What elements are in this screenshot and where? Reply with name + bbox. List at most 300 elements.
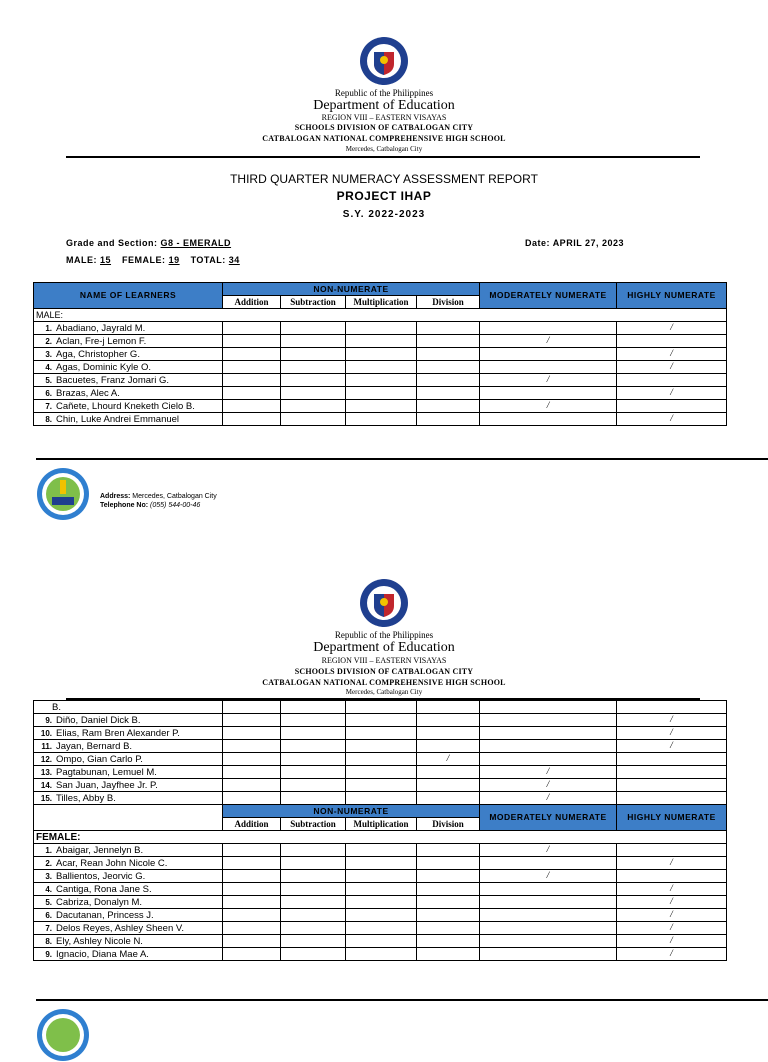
highly-cell bbox=[617, 857, 727, 870]
subtraction-header: Subtraction bbox=[281, 296, 346, 309]
multiplication-cell bbox=[346, 870, 417, 883]
project-title: PROJECT IHAP bbox=[336, 189, 432, 203]
moderately-cell bbox=[480, 779, 617, 792]
subtraction-cell bbox=[281, 348, 346, 361]
addition-cell bbox=[223, 935, 281, 948]
highly-cell bbox=[617, 322, 727, 335]
division-cell bbox=[417, 948, 480, 961]
division-line: SCHOOLS DIVISION OF CATBALOGAN CITY bbox=[294, 123, 474, 132]
subtraction-cell bbox=[281, 844, 346, 857]
addition-cell bbox=[223, 779, 281, 792]
moderately-header: MODERATELY NUMERATE bbox=[480, 283, 617, 309]
moderately-cell bbox=[480, 727, 617, 740]
check-mark: / bbox=[546, 400, 550, 411]
learner-name-cell bbox=[34, 753, 223, 766]
table-row bbox=[34, 335, 727, 348]
learner-name: Brazas, Alec A. bbox=[56, 387, 120, 399]
table-row bbox=[34, 896, 727, 909]
female-count-value: 19 bbox=[168, 255, 180, 265]
subtraction-cell bbox=[281, 400, 346, 413]
check-mark: / bbox=[670, 948, 673, 959]
highly-cell bbox=[617, 714, 727, 727]
subtraction-cell bbox=[281, 857, 346, 870]
highly-cell bbox=[617, 413, 727, 426]
moderately-cell bbox=[480, 766, 617, 779]
male-count-label: MALE: bbox=[66, 255, 97, 265]
subtraction-cell bbox=[281, 792, 346, 805]
table-row bbox=[34, 374, 727, 387]
grade-section-row bbox=[66, 238, 243, 248]
learner-number: 5. bbox=[45, 375, 52, 385]
division-cell bbox=[417, 870, 480, 883]
multiplication-cell bbox=[346, 753, 417, 766]
learner-name: Bacuetes, Franz Jomari G. bbox=[56, 374, 169, 386]
moderately-cell bbox=[480, 400, 617, 413]
addition-cell bbox=[223, 792, 281, 805]
total-count-label: TOTAL: bbox=[190, 255, 226, 265]
department-title: Department of Education bbox=[313, 98, 455, 113]
learner-number: 14. bbox=[40, 780, 52, 790]
learner-name-cell bbox=[34, 779, 223, 792]
table-row bbox=[34, 948, 727, 961]
learner-name-cell bbox=[34, 361, 223, 374]
learner-name: Ely, Ashley Nicole N. bbox=[56, 935, 143, 947]
division-cell bbox=[417, 413, 480, 426]
learner-name-cell bbox=[34, 387, 223, 400]
moderately-cell bbox=[480, 870, 617, 883]
table-row bbox=[34, 883, 727, 896]
check-mark: / bbox=[546, 779, 550, 790]
division-cell bbox=[417, 335, 480, 348]
learner-name: Agas, Dominic Kyle O. bbox=[56, 361, 152, 373]
check-mark: / bbox=[670, 909, 673, 920]
multiplication-cell bbox=[346, 922, 417, 935]
moderately-cell bbox=[480, 909, 617, 922]
moderately-cell bbox=[480, 387, 617, 400]
subtraction-cell bbox=[281, 753, 346, 766]
multiplication-cell bbox=[346, 857, 417, 870]
highly-cell bbox=[617, 361, 727, 374]
learner-name: Delos Reyes, Ashley Sheen V. bbox=[56, 922, 184, 934]
multiplication-cell bbox=[346, 766, 417, 779]
date-value: APRIL 27, 2023 bbox=[552, 238, 625, 248]
multiplication-cell bbox=[346, 740, 417, 753]
female-group-label: FEMALE: bbox=[34, 831, 727, 844]
division-line: SCHOOLS DIVISION OF CATBALOGAN CITY bbox=[294, 667, 474, 676]
addition-header: Addition bbox=[223, 296, 281, 309]
check-mark: / bbox=[670, 322, 673, 333]
learner-name: Ignacio, Diana Mae A. bbox=[56, 948, 149, 960]
moderately-cell bbox=[480, 348, 617, 361]
learner-name: Chin, Luke Andrei Emmanuel bbox=[56, 413, 180, 425]
multiplication-cell bbox=[346, 896, 417, 909]
learner-name-cell bbox=[34, 844, 223, 857]
learners-table-page2 bbox=[33, 700, 727, 961]
learner-name: Abaigar, Jennelyn B. bbox=[56, 844, 144, 856]
table-row bbox=[34, 779, 727, 792]
division-cell bbox=[417, 896, 480, 909]
female-count-label: FEMALE: bbox=[122, 255, 166, 265]
deped-seal-icon bbox=[359, 36, 409, 86]
moderately-cell bbox=[480, 844, 617, 857]
learner-name-cell bbox=[34, 727, 223, 740]
learner-number: 4. bbox=[45, 884, 52, 894]
addition-cell bbox=[223, 844, 281, 857]
learner-name-cell bbox=[34, 922, 223, 935]
learner-number: 2. bbox=[45, 336, 52, 346]
division-cell bbox=[417, 727, 480, 740]
page2-female-rows bbox=[34, 844, 727, 961]
learner-name-cell bbox=[34, 740, 223, 753]
learner-number: 3. bbox=[45, 871, 52, 881]
learner-name: Tilles, Abby B. bbox=[56, 792, 116, 804]
addition-cell bbox=[223, 374, 281, 387]
addition-cell bbox=[223, 753, 281, 766]
table-row bbox=[34, 740, 727, 753]
learner-number: 1. bbox=[45, 323, 52, 333]
multiplication-cell bbox=[346, 400, 417, 413]
multiplication-cell bbox=[346, 844, 417, 857]
multiplication-cell bbox=[346, 348, 417, 361]
name-column-header: NAME OF LEARNERS bbox=[34, 283, 223, 309]
location-line: Mercedes, Catbalogan City bbox=[345, 145, 423, 153]
department-title: Department of Education bbox=[313, 640, 455, 655]
table-row bbox=[34, 361, 727, 374]
highly-cell bbox=[617, 753, 727, 766]
subtraction-cell bbox=[281, 374, 346, 387]
addition-cell bbox=[223, 948, 281, 961]
subtraction-cell bbox=[281, 714, 346, 727]
addition-cell bbox=[223, 400, 281, 413]
addition-cell bbox=[223, 740, 281, 753]
count-row bbox=[66, 255, 270, 265]
subtraction-cell bbox=[281, 361, 346, 374]
addition-cell bbox=[223, 387, 281, 400]
addition-cell bbox=[223, 322, 281, 335]
multiplication-header: Multiplication bbox=[346, 296, 417, 309]
moderately-header: MODERATELY NUMERATE bbox=[480, 805, 617, 831]
learner-number: 5. bbox=[45, 897, 52, 907]
division-cell bbox=[417, 935, 480, 948]
division-cell bbox=[417, 348, 480, 361]
learner-number: 2. bbox=[45, 858, 52, 868]
highly-cell bbox=[617, 740, 727, 753]
moderately-cell bbox=[480, 857, 617, 870]
learner-name-cell bbox=[34, 322, 223, 335]
moderately-cell bbox=[480, 948, 617, 961]
multiplication-cell bbox=[346, 374, 417, 387]
republic-line: Republic of the Philippines bbox=[334, 88, 434, 98]
learner-name-cell bbox=[34, 883, 223, 896]
check-mark: / bbox=[670, 361, 673, 372]
multiplication-cell bbox=[346, 387, 417, 400]
learner-number: 6. bbox=[45, 910, 52, 920]
division-cell bbox=[417, 922, 480, 935]
addition-cell bbox=[223, 922, 281, 935]
highly-cell bbox=[617, 387, 727, 400]
date-label: Date: bbox=[525, 238, 551, 248]
division-cell bbox=[417, 753, 480, 766]
addition-cell bbox=[223, 413, 281, 426]
check-mark: / bbox=[670, 896, 673, 907]
moderately-cell bbox=[480, 374, 617, 387]
table-row bbox=[34, 922, 727, 935]
learner-name: Ompo, Gian Carlo P. bbox=[56, 753, 143, 765]
multiplication-cell bbox=[346, 727, 417, 740]
highly-header: HIGHLY NUMERATE bbox=[617, 283, 727, 309]
learner-name: Dacutanan, Princess J. bbox=[56, 909, 154, 921]
learner-name-cell bbox=[34, 400, 223, 413]
learner-number: 1. bbox=[45, 845, 52, 855]
highly-cell bbox=[617, 374, 727, 387]
table-row bbox=[34, 400, 727, 413]
highly-cell bbox=[617, 909, 727, 922]
addition-cell bbox=[223, 335, 281, 348]
check-mark: / bbox=[670, 883, 673, 894]
footer-address-block bbox=[100, 492, 217, 510]
learner-name-cell bbox=[34, 896, 223, 909]
moderately-cell bbox=[480, 740, 617, 753]
table-row bbox=[34, 387, 727, 400]
telephone-value: (055) 544-00-46 bbox=[150, 502, 201, 509]
learner-number: 8. bbox=[45, 936, 52, 946]
moderately-cell bbox=[480, 413, 617, 426]
table-row bbox=[34, 727, 727, 740]
learner-name-cell bbox=[34, 792, 223, 805]
table-row bbox=[34, 348, 727, 361]
moderately-cell bbox=[480, 896, 617, 909]
learner-name-cell bbox=[34, 374, 223, 387]
learner-name: Jayan, Bernard B. bbox=[56, 740, 133, 752]
learner-name-cell bbox=[34, 714, 223, 727]
subtraction-cell bbox=[281, 740, 346, 753]
table-row bbox=[34, 792, 727, 805]
moderately-cell bbox=[480, 714, 617, 727]
location-line: Mercedes, Catbalogan City bbox=[345, 688, 423, 696]
republic-line: Republic of the Philippines bbox=[334, 630, 434, 640]
subtraction-cell bbox=[281, 779, 346, 792]
highly-cell bbox=[617, 335, 727, 348]
learner-name: Acar, Rean John Nicole C. bbox=[56, 857, 168, 869]
learner-name-cell bbox=[34, 348, 223, 361]
table-row bbox=[34, 714, 727, 727]
learner-name-cell bbox=[34, 909, 223, 922]
addition-cell bbox=[223, 727, 281, 740]
highly-header: HIGHLY NUMERATE bbox=[617, 805, 727, 831]
deped-seal-icon bbox=[359, 578, 409, 628]
school-logo-icon bbox=[36, 1008, 90, 1062]
moderately-cell bbox=[480, 922, 617, 935]
division-cell bbox=[417, 361, 480, 374]
division-cell bbox=[417, 909, 480, 922]
subtraction-cell bbox=[281, 922, 346, 935]
highly-cell bbox=[617, 935, 727, 948]
date-row bbox=[525, 238, 624, 248]
check-mark: / bbox=[670, 857, 673, 868]
check-mark: / bbox=[670, 348, 673, 359]
moderately-cell bbox=[480, 361, 617, 374]
learner-number: 7. bbox=[45, 923, 52, 933]
table-row bbox=[34, 753, 727, 766]
learner-name-cell bbox=[34, 335, 223, 348]
check-mark: / bbox=[546, 792, 550, 803]
highly-cell bbox=[617, 400, 727, 413]
learner-name: Aga, Christopher G. bbox=[56, 348, 140, 360]
division-header: Division bbox=[417, 296, 480, 309]
continuation-cell: B. bbox=[34, 701, 223, 714]
region-line: REGION VIII – EASTERN VISAYAS bbox=[321, 656, 447, 665]
learner-name: Pagtabunan, Lemuel M. bbox=[56, 766, 157, 778]
highly-cell bbox=[617, 727, 727, 740]
learner-name: San Juan, Jayfhee Jr. P. bbox=[56, 779, 158, 791]
addition-cell bbox=[223, 714, 281, 727]
multiplication-cell bbox=[346, 948, 417, 961]
learner-number: 9. bbox=[45, 949, 52, 959]
addition-cell bbox=[223, 883, 281, 896]
male-count-value: 15 bbox=[100, 255, 112, 265]
check-mark: / bbox=[670, 714, 673, 725]
male-group-label: MALE: bbox=[34, 309, 727, 322]
check-mark: / bbox=[670, 922, 673, 933]
division-header: Division bbox=[417, 818, 480, 831]
school-line: CATBALOGAN NATIONAL COMPREHENSIVE HIGH SCHOOL bbox=[262, 134, 506, 143]
moderately-cell bbox=[480, 935, 617, 948]
moderately-cell bbox=[480, 883, 617, 896]
learner-name: Aclan, Fre-j Lemon F. bbox=[56, 335, 147, 347]
highly-cell bbox=[617, 948, 727, 961]
header-divider bbox=[66, 156, 700, 158]
check-mark: / bbox=[446, 753, 450, 764]
learner-name: Cabriza, Donalyn M. bbox=[56, 896, 143, 908]
multiplication-cell bbox=[346, 792, 417, 805]
learner-number: 6. bbox=[45, 388, 52, 398]
school-line: CATBALOGAN NATIONAL COMPREHENSIVE HIGH SCHOOL bbox=[262, 678, 506, 687]
multiplication-cell bbox=[346, 779, 417, 792]
subtraction-cell bbox=[281, 948, 346, 961]
blank-header-cell bbox=[34, 805, 223, 831]
moderately-cell bbox=[480, 753, 617, 766]
subtraction-cell bbox=[281, 387, 346, 400]
learner-number: 11. bbox=[41, 741, 52, 751]
division-cell bbox=[417, 374, 480, 387]
addition-cell bbox=[223, 766, 281, 779]
check-mark: / bbox=[670, 413, 673, 424]
division-cell bbox=[417, 766, 480, 779]
subtraction-cell bbox=[281, 413, 346, 426]
subtraction-cell bbox=[281, 909, 346, 922]
multiplication-cell bbox=[346, 322, 417, 335]
table-row bbox=[34, 322, 727, 335]
check-mark: / bbox=[670, 387, 673, 398]
learner-name-cell bbox=[34, 413, 223, 426]
check-mark: / bbox=[546, 335, 550, 346]
school-logo-icon bbox=[36, 467, 90, 521]
subtraction-cell bbox=[281, 870, 346, 883]
highly-cell bbox=[617, 348, 727, 361]
table-row bbox=[34, 844, 727, 857]
multiplication-cell bbox=[346, 413, 417, 426]
highly-cell bbox=[617, 779, 727, 792]
address-label: Address: bbox=[100, 493, 131, 500]
highly-cell bbox=[617, 792, 727, 805]
multiplication-cell bbox=[346, 714, 417, 727]
division-cell bbox=[417, 857, 480, 870]
subtraction-cell bbox=[281, 766, 346, 779]
addition-cell bbox=[223, 361, 281, 374]
learner-number: 15. bbox=[40, 793, 52, 803]
check-mark: / bbox=[546, 844, 550, 855]
subtraction-cell bbox=[281, 883, 346, 896]
table-row bbox=[34, 857, 727, 870]
table-row bbox=[34, 935, 727, 948]
check-mark: / bbox=[546, 374, 550, 385]
learner-name-cell bbox=[34, 935, 223, 948]
telephone-label: Telephone No: bbox=[100, 502, 149, 509]
division-cell bbox=[417, 792, 480, 805]
division-cell bbox=[417, 844, 480, 857]
highly-cell bbox=[617, 922, 727, 935]
subtraction-cell bbox=[281, 935, 346, 948]
multiplication-cell bbox=[346, 335, 417, 348]
school-year: S.Y. 2022-2023 bbox=[342, 209, 426, 220]
page2-male-rows bbox=[34, 714, 727, 805]
addition-cell bbox=[223, 857, 281, 870]
learner-number: 10. bbox=[40, 728, 52, 738]
check-mark: / bbox=[546, 870, 550, 881]
highly-cell bbox=[617, 870, 727, 883]
learner-number: 9. bbox=[45, 715, 52, 725]
moderately-cell bbox=[480, 322, 617, 335]
multiplication-header: Multiplication bbox=[346, 818, 417, 831]
table-row bbox=[34, 701, 727, 714]
page1-footer-divider bbox=[36, 458, 768, 460]
division-cell bbox=[417, 322, 480, 335]
region-line: REGION VIII – EASTERN VISAYAS bbox=[321, 113, 447, 122]
learner-name: Ballientos, Jeorvic G. bbox=[56, 870, 146, 882]
learner-name: Elias, Ram Bren Alexander P. bbox=[56, 727, 180, 739]
division-cell bbox=[417, 400, 480, 413]
learner-number: 4. bbox=[45, 362, 52, 372]
learner-name: Abadiano, Jayrald M. bbox=[56, 322, 146, 334]
report-title: THIRD QUARTER NUMERACY ASSESSMENT REPORT bbox=[230, 172, 538, 186]
learner-name: Cantiga, Rona Jane S. bbox=[56, 883, 152, 895]
division-cell bbox=[417, 779, 480, 792]
learner-name-cell bbox=[34, 857, 223, 870]
division-cell bbox=[417, 883, 480, 896]
subtraction-cell bbox=[281, 335, 346, 348]
multiplication-cell bbox=[346, 883, 417, 896]
highly-cell bbox=[617, 883, 727, 896]
division-cell bbox=[417, 714, 480, 727]
learner-name-cell bbox=[34, 766, 223, 779]
highly-cell bbox=[617, 766, 727, 779]
learner-name: Diño, Daniel Dick B. bbox=[56, 714, 141, 726]
check-mark: / bbox=[670, 727, 673, 738]
check-mark: / bbox=[670, 935, 673, 946]
table-row bbox=[34, 909, 727, 922]
learner-number: 3. bbox=[45, 349, 52, 359]
addition-cell bbox=[223, 896, 281, 909]
multiplication-cell bbox=[346, 361, 417, 374]
page1-rows bbox=[34, 322, 727, 426]
learner-number: 8. bbox=[45, 414, 52, 424]
non-numerate-header: NON-NUMERATE bbox=[223, 283, 480, 296]
learner-name-cell bbox=[34, 948, 223, 961]
subtraction-header: Subtraction bbox=[281, 818, 346, 831]
learner-name: Cañete, Lhourd Kneketh Cielo B. bbox=[56, 400, 195, 412]
page2-footer-divider bbox=[36, 999, 768, 1001]
table-row bbox=[34, 870, 727, 883]
